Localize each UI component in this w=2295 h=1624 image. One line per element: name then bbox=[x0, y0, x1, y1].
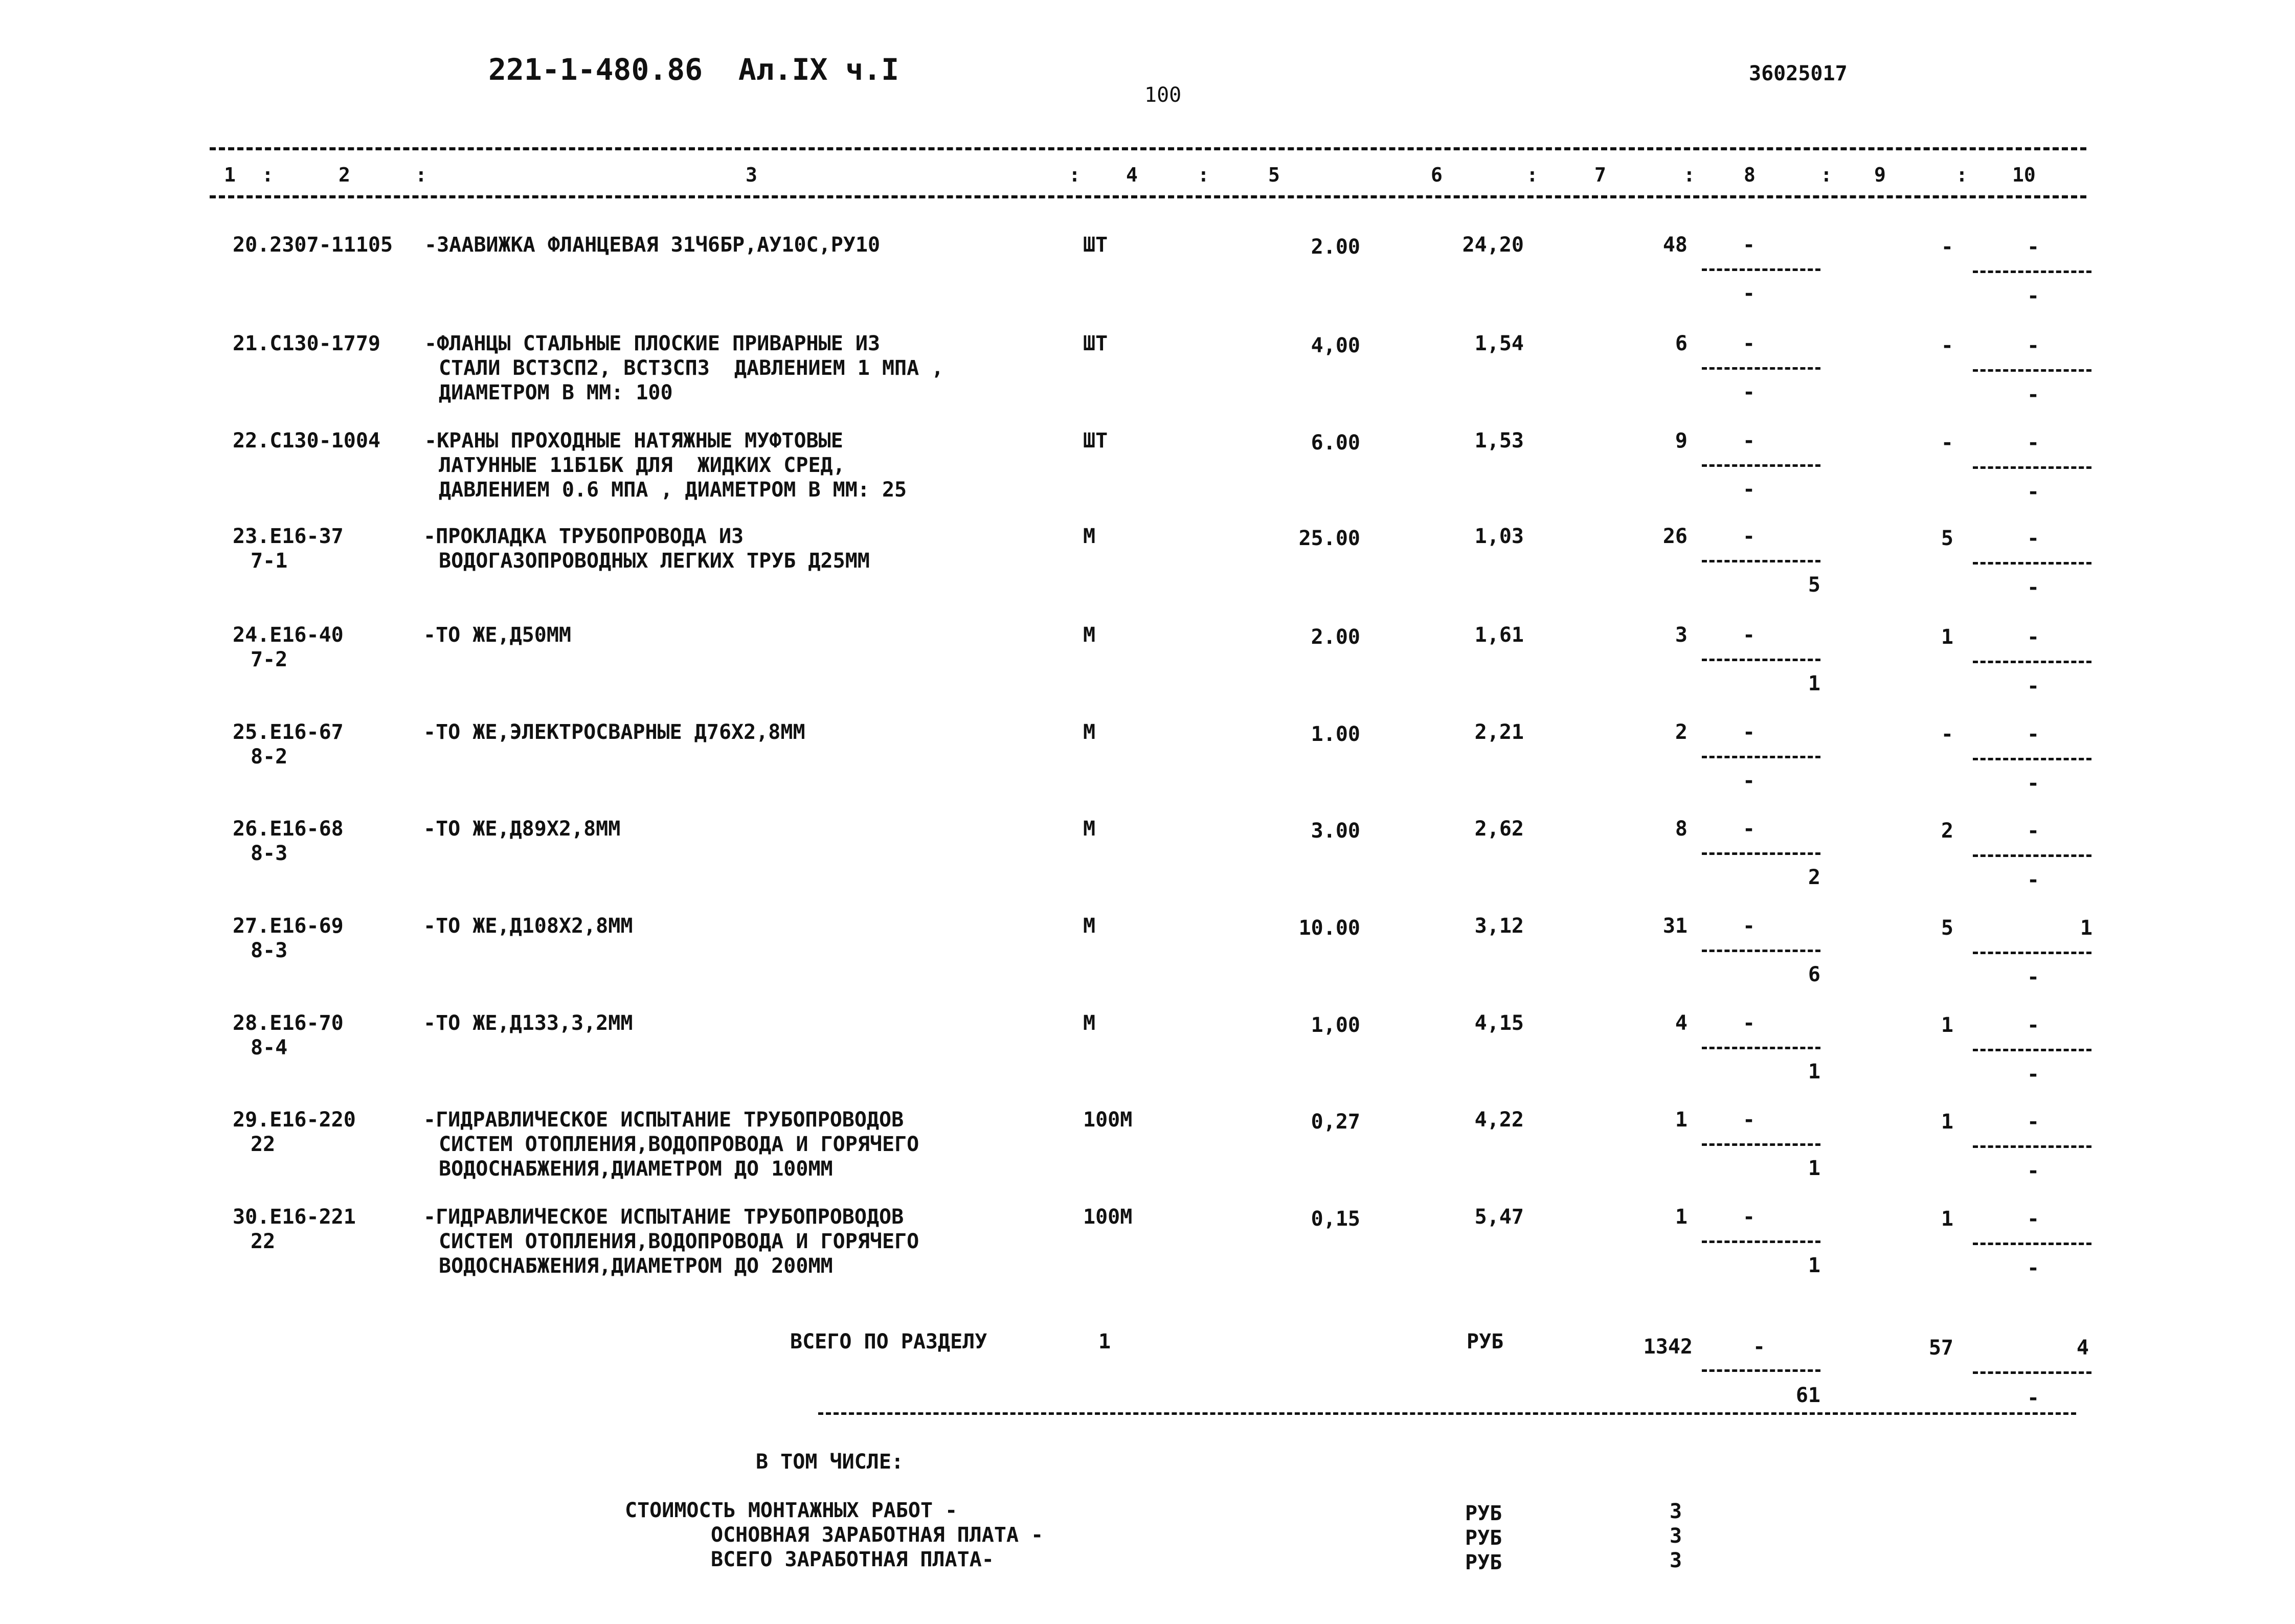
col8-denominator: 1 bbox=[1808, 1060, 1820, 1084]
total-col10-fraction-bar bbox=[1973, 1371, 2091, 1374]
item-total: 4 bbox=[1675, 1011, 1688, 1035]
header-top-rule bbox=[210, 147, 2086, 150]
column-separator: : bbox=[1198, 164, 1209, 186]
col8-denominator: 2 bbox=[1808, 866, 1820, 889]
col9-value: 2 bbox=[1941, 819, 1953, 843]
breakdown-item-label: ВСЕГО ЗАРАБОТНАЯ ПЛАТА- bbox=[711, 1548, 994, 1571]
col9-value: 5 bbox=[1941, 527, 1953, 550]
column-header-3: 3 bbox=[746, 164, 757, 186]
col8-fraction-bar bbox=[1702, 367, 1820, 370]
item-unit: М bbox=[1083, 1011, 1096, 1035]
item-quantity: 25.00 bbox=[1298, 527, 1360, 550]
column-header-10: 10 bbox=[2012, 164, 2036, 186]
item-description-line: -ТО ЖЕ,Д50ММ bbox=[423, 623, 571, 647]
col10-denominator: - bbox=[2027, 674, 2040, 698]
col10-denominator: - bbox=[2027, 284, 2040, 308]
col9-value: 1 bbox=[1941, 1110, 1953, 1134]
document-title: 221-1-480.86 Ал.IX ч.I bbox=[488, 52, 899, 87]
item-total: 3 bbox=[1675, 623, 1688, 647]
item-subcode: 7-1 bbox=[251, 549, 288, 573]
col10-denominator: - bbox=[2027, 868, 2040, 892]
column-header-6: 6 bbox=[1431, 164, 1443, 186]
item-total: 26 bbox=[1662, 525, 1688, 548]
item-total: 9 bbox=[1675, 429, 1688, 453]
item-unit: М bbox=[1083, 720, 1096, 744]
col10-denominator: - bbox=[2027, 965, 2040, 989]
breakdown-item-unit: РУБ bbox=[1465, 1526, 1502, 1550]
item-total: 1 bbox=[1675, 1205, 1688, 1229]
column-separator: : bbox=[1956, 164, 1968, 186]
col10-denominator: - bbox=[2027, 772, 2040, 795]
item-unit-price: 3,12 bbox=[1474, 914, 1524, 938]
item-unit-price: 4,22 bbox=[1474, 1108, 1524, 1132]
item-description-line: -ФЛАНЦЫ СТАЛЬНЫЕ ПЛОСКИЕ ПРИВАРНЫЕ ИЗ bbox=[424, 332, 881, 355]
total-col10-bottom: - bbox=[2027, 1386, 2040, 1410]
column-separator: : bbox=[1820, 164, 1832, 186]
total-col8-top: - bbox=[1752, 1335, 1766, 1359]
col10-denominator: - bbox=[2027, 1159, 2040, 1183]
item-description-line: -КРАНЫ ПРОХОДНЫЕ НАТЯЖНЫЕ МУФТОВЫЕ bbox=[424, 429, 843, 453]
col8-fraction-bar bbox=[1702, 1143, 1820, 1146]
col10-fraction-bar bbox=[1973, 270, 2091, 273]
item-code: 25.Е16-67 bbox=[233, 720, 344, 744]
breakdown-item-value: 3 bbox=[1670, 1500, 1682, 1523]
col10-numerator: - bbox=[2027, 1013, 2040, 1037]
col9-value: - bbox=[1941, 723, 1953, 746]
col8-numerator: - bbox=[1742, 1205, 1756, 1229]
item-description-line: ЛАТУННЫЕ 11Б1БК ДЛЯ ЖИДКИХ СРЕД, bbox=[439, 454, 845, 477]
item-unit-price: 1,53 bbox=[1474, 429, 1524, 453]
col8-fraction-bar bbox=[1702, 268, 1820, 271]
total-col10-top: 4 bbox=[2076, 1336, 2089, 1360]
item-code: 30.Е16-221 bbox=[233, 1205, 356, 1229]
breakdown-item-value: 3 bbox=[1670, 1549, 1682, 1572]
col10-denominator: - bbox=[2027, 480, 2040, 504]
item-unit: ШТ bbox=[1083, 233, 1108, 257]
item-unit-price: 1,61 bbox=[1474, 623, 1524, 647]
col10-numerator: 1 bbox=[2080, 916, 2092, 940]
col9-value: 5 bbox=[1941, 916, 1953, 940]
col10-fraction-bar bbox=[1973, 661, 2091, 663]
item-unit-price: 2,21 bbox=[1474, 720, 1524, 744]
col10-fraction-bar bbox=[1973, 1243, 2091, 1245]
col9-value: - bbox=[1941, 334, 1953, 357]
item-description-line: -ГИДРАВЛИЧЕСКОЕ ИСПЫТАНИЕ ТРУБОПРОВОДОВ bbox=[423, 1205, 904, 1229]
total-amount: 1342 bbox=[1643, 1335, 1693, 1359]
col9-value: 1 bbox=[1941, 1207, 1953, 1231]
item-unit: М bbox=[1083, 817, 1096, 841]
item-unit-price: 1,03 bbox=[1474, 525, 1524, 548]
col10-numerator: - bbox=[2027, 819, 2040, 843]
col8-numerator: - bbox=[1742, 817, 1756, 841]
col8-fraction-bar bbox=[1702, 1240, 1820, 1243]
col8-denominator: - bbox=[1742, 380, 1756, 404]
col8-denominator: 5 bbox=[1808, 573, 1820, 597]
item-code: 22.С130-1004 bbox=[233, 429, 380, 453]
item-description-line: ВОДОГАЗОПРОВОДНЫХ ЛЕГКИХ ТРУБ Д25ММ bbox=[439, 549, 870, 573]
item-unit: 100М bbox=[1083, 1205, 1133, 1229]
breakdown-item-value: 3 bbox=[1670, 1524, 1682, 1548]
item-total: 1 bbox=[1675, 1108, 1688, 1132]
col10-numerator: - bbox=[2027, 235, 2040, 259]
col8-numerator: - bbox=[1742, 720, 1756, 744]
item-quantity: 2.00 bbox=[1311, 235, 1360, 259]
total-separator-rule bbox=[818, 1412, 2076, 1415]
col9-value: 1 bbox=[1941, 625, 1953, 649]
item-description-line: ВОДОСНАБЖЕНИЯ,ДИАМЕТРОМ ДО 200ММ bbox=[439, 1254, 833, 1278]
item-unit-price: 1,54 bbox=[1474, 332, 1524, 355]
col8-denominator: - bbox=[1742, 478, 1756, 501]
col8-numerator: - bbox=[1742, 914, 1756, 938]
item-quantity: 0,27 bbox=[1311, 1110, 1360, 1134]
total-section-number: 1 bbox=[1098, 1330, 1111, 1354]
breakdown-item-unit: РУБ bbox=[1465, 1502, 1502, 1525]
col10-denominator: - bbox=[2027, 1063, 2040, 1086]
item-unit: М bbox=[1083, 914, 1096, 938]
col10-numerator: - bbox=[2027, 431, 2040, 455]
total-unit: РУБ bbox=[1467, 1330, 1504, 1354]
item-unit: ШТ bbox=[1083, 429, 1108, 453]
item-code: 21.С130-1779 bbox=[233, 332, 380, 355]
breakdown-item-unit: РУБ bbox=[1465, 1551, 1502, 1574]
col10-fraction-bar bbox=[1973, 562, 2091, 565]
item-code: 29.Е16-220 bbox=[233, 1108, 356, 1132]
item-unit: М bbox=[1083, 623, 1096, 647]
item-code: 23.Е16-37 bbox=[233, 525, 344, 548]
col8-fraction-bar bbox=[1702, 464, 1820, 467]
item-subcode: 8-4 bbox=[251, 1036, 288, 1059]
item-quantity: 2.00 bbox=[1311, 625, 1360, 649]
item-unit: М bbox=[1083, 525, 1096, 548]
column-header-9: 9 bbox=[1874, 164, 1886, 186]
item-description-line: ДИАМЕТРОМ В ММ: 100 bbox=[439, 381, 673, 404]
item-subcode: 8-3 bbox=[251, 842, 288, 865]
item-unit-price: 24,20 bbox=[1462, 233, 1524, 257]
col8-fraction-bar bbox=[1702, 659, 1820, 661]
item-description-line: -ТО ЖЕ,Д89Х2,8ММ bbox=[423, 817, 621, 841]
column-separator: : bbox=[1069, 164, 1081, 186]
item-description-line: -ПРОКЛАДКА ТРУБОПРОВОДА ИЗ bbox=[423, 525, 744, 548]
col10-numerator: - bbox=[2027, 527, 2040, 550]
col9-value: 1 bbox=[1941, 1013, 1953, 1037]
item-description-line: СИСТЕМ ОТОПЛЕНИЯ,ВОДОПРОВОДА И ГОРЯЧЕГО bbox=[439, 1230, 919, 1253]
col8-denominator: 6 bbox=[1808, 963, 1820, 986]
item-description-line: ДАВЛЕНИЕМ 0.6 МПА , ДИАМЕТРОМ В ММ: 25 bbox=[439, 478, 907, 502]
item-code: 24.Е16-40 bbox=[233, 623, 344, 647]
col8-denominator: - bbox=[1742, 769, 1756, 793]
item-code: 20.2307-11105 bbox=[233, 233, 393, 257]
item-subcode: 8-3 bbox=[251, 939, 288, 962]
item-quantity: 4,00 bbox=[1311, 334, 1360, 357]
col10-denominator: - bbox=[2027, 383, 2040, 407]
column-separator: : bbox=[415, 164, 427, 186]
item-unit-price: 5,47 bbox=[1474, 1205, 1524, 1229]
item-unit-price: 2,62 bbox=[1474, 817, 1524, 841]
column-header-5: 5 bbox=[1268, 164, 1280, 186]
col10-fraction-bar bbox=[1973, 1049, 2091, 1051]
col10-numerator: - bbox=[2027, 334, 2040, 357]
breakdown-item-label: СТОИМОСТЬ МОНТАЖНЫХ РАБОТ - bbox=[625, 1499, 958, 1522]
col8-denominator: - bbox=[1742, 282, 1756, 305]
item-description-line: -ГИДРАВЛИЧЕСКОЕ ИСПЫТАНИЕ ТРУБОПРОВОДОВ bbox=[423, 1108, 904, 1132]
breakdown-heading: В ТОМ ЧИСЛЕ: bbox=[756, 1450, 904, 1474]
item-subcode: 7-2 bbox=[251, 648, 288, 671]
col10-denominator: - bbox=[2027, 1256, 2040, 1280]
item-total: 2 bbox=[1675, 720, 1688, 744]
total-col9: 57 bbox=[1928, 1336, 1953, 1360]
col8-denominator: 1 bbox=[1808, 672, 1820, 695]
col8-fraction-bar bbox=[1702, 852, 1820, 855]
col8-numerator: - bbox=[1742, 623, 1756, 647]
col8-fraction-bar bbox=[1702, 756, 1820, 758]
col10-fraction-bar bbox=[1973, 1145, 2091, 1148]
col8-numerator: - bbox=[1742, 525, 1756, 548]
item-subcode: 22 bbox=[251, 1230, 276, 1253]
item-quantity: 1,00 bbox=[1311, 1013, 1360, 1037]
item-unit-price: 4,15 bbox=[1474, 1011, 1524, 1035]
total-label: ВСЕГО ПО РАЗДЕЛУ bbox=[790, 1330, 987, 1354]
item-code: 27.Е16-69 bbox=[233, 914, 344, 938]
item-quantity: 3.00 bbox=[1311, 819, 1360, 843]
item-subcode: 8-2 bbox=[251, 745, 288, 769]
col8-numerator: - bbox=[1742, 1011, 1756, 1035]
item-total: 6 bbox=[1675, 332, 1688, 355]
col10-numerator: - bbox=[2027, 723, 2040, 746]
item-total: 31 bbox=[1662, 914, 1688, 938]
col8-denominator: 1 bbox=[1808, 1254, 1820, 1277]
item-unit: ШТ bbox=[1083, 332, 1108, 355]
item-description-line: -ТО ЖЕ,Д108Х2,8ММ bbox=[423, 914, 633, 938]
col10-fraction-bar bbox=[1973, 854, 2091, 857]
column-separator: : bbox=[1526, 164, 1538, 186]
breakdown-item-label: ОСНОВНАЯ ЗАРАБОТНАЯ ПЛАТА - bbox=[711, 1523, 1044, 1547]
item-total: 8 bbox=[1675, 817, 1688, 841]
col10-fraction-bar bbox=[1973, 952, 2091, 954]
column-header-4: 4 bbox=[1126, 164, 1138, 186]
item-total: 48 bbox=[1662, 233, 1688, 257]
col10-fraction-bar bbox=[1973, 758, 2091, 760]
item-description-line: СИСТЕМ ОТОПЛЕНИЯ,ВОДОПРОВОДА И ГОРЯЧЕГО bbox=[439, 1133, 919, 1156]
item-code: 28.Е16-70 bbox=[233, 1011, 344, 1035]
col8-fraction-bar bbox=[1702, 560, 1820, 562]
column-header-7: 7 bbox=[1594, 164, 1606, 186]
column-separator: : bbox=[262, 164, 274, 186]
page-number: 100 bbox=[1144, 83, 1182, 107]
item-unit: 100М bbox=[1083, 1108, 1133, 1132]
col8-fraction-bar bbox=[1702, 950, 1820, 952]
col8-numerator: - bbox=[1742, 332, 1756, 355]
item-quantity: 1.00 bbox=[1311, 723, 1360, 746]
col10-fraction-bar bbox=[1973, 369, 2091, 372]
col8-fraction-bar bbox=[1702, 1047, 1820, 1049]
item-subcode: 22 bbox=[251, 1133, 276, 1156]
item-description-line: ВОДОСНАБЖЕНИЯ,ДИАМЕТРОМ ДО 100ММ bbox=[439, 1157, 833, 1181]
col8-numerator: - bbox=[1742, 233, 1756, 257]
item-description-line: -ЗААВИЖКА ФЛАНЦЕВАЯ 31Ч6БР,АУ10С,РУ10 bbox=[424, 233, 881, 257]
document-code: 36025017 bbox=[1749, 62, 1848, 85]
col10-fraction-bar bbox=[1973, 466, 2091, 469]
item-description-line: -ТО ЖЕ,Д133,3,2ММ bbox=[423, 1011, 633, 1035]
col8-denominator: 1 bbox=[1808, 1157, 1820, 1180]
item-code: 26.Е16-68 bbox=[233, 817, 344, 841]
col8-numerator: - bbox=[1742, 1108, 1756, 1132]
col10-numerator: - bbox=[2027, 625, 2040, 649]
header-bottom-rule bbox=[210, 195, 2086, 198]
item-quantity: 0,15 bbox=[1311, 1207, 1360, 1231]
column-header-1: 1 bbox=[224, 164, 236, 186]
item-description-line: СТАЛИ ВСТ3СП2, ВСТ3СП3 ДАВЛЕНИЕМ 1 МПА , bbox=[439, 356, 944, 380]
item-quantity: 10.00 bbox=[1298, 916, 1360, 940]
column-separator: : bbox=[1683, 164, 1695, 186]
item-description-line: -ТО ЖЕ,ЭЛЕКТРОСВАРНЫЕ Д76Х2,8ММ bbox=[423, 720, 805, 744]
col9-value: - bbox=[1941, 431, 1953, 455]
col8-numerator: - bbox=[1742, 429, 1756, 453]
total-col8-fraction-bar bbox=[1702, 1369, 1820, 1372]
column-header-8: 8 bbox=[1744, 164, 1756, 186]
col10-numerator: - bbox=[2027, 1207, 2040, 1231]
col10-numerator: - bbox=[2027, 1110, 2040, 1134]
col10-denominator: - bbox=[2027, 576, 2040, 599]
total-col8-bottom: 61 bbox=[1795, 1384, 1820, 1407]
col9-value: - bbox=[1941, 235, 1953, 259]
column-header-2: 2 bbox=[339, 164, 350, 186]
item-quantity: 6.00 bbox=[1311, 431, 1360, 455]
